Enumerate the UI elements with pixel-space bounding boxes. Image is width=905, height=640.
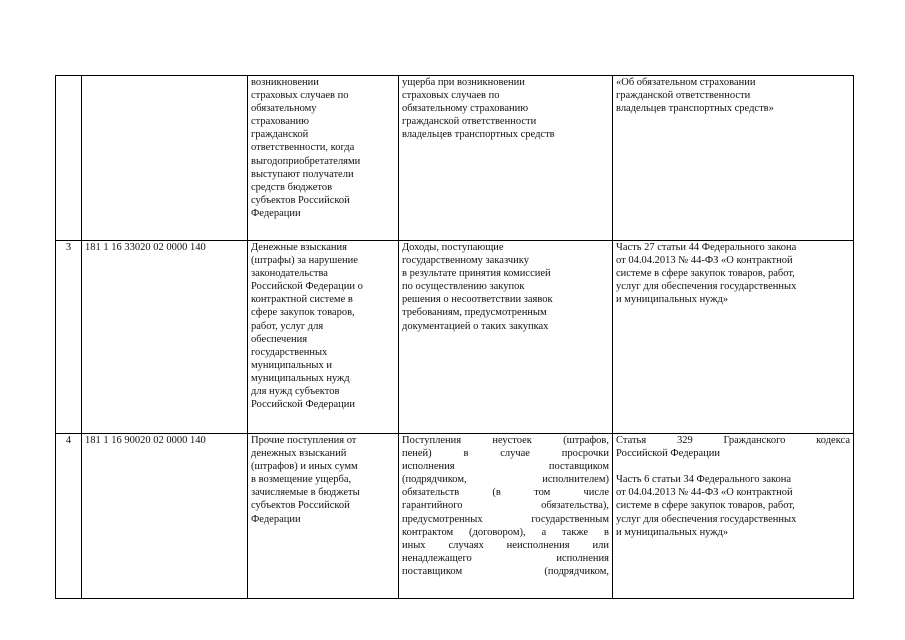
text-line: ненадлежащего исполнения: [402, 552, 609, 564]
text-line: (штрафы) за нарушение: [251, 255, 358, 267]
text-line: по осуществлению закупок: [402, 281, 525, 293]
text-line: (штрафов) и иных сумм: [251, 461, 358, 473]
description-cell: [399, 434, 613, 599]
text-line: предусмотренных государственным: [402, 513, 609, 525]
table-row: [56, 76, 854, 241]
text-line: Российской Федерации о: [251, 281, 363, 293]
legal-basis-cell: [613, 76, 854, 241]
text-line: пеней) в случае просрочки: [402, 448, 609, 460]
legal-basis-cell: [613, 241, 854, 434]
text-line: контрактом (договором), а также в: [402, 526, 609, 538]
legal-basis-cell: [613, 434, 854, 599]
text-line: гарантийного обязательства),: [402, 500, 609, 512]
text-line: в результате принятия комиссией: [402, 268, 551, 280]
text-line: в возмещение ущерба,: [251, 474, 352, 486]
text-line: страховых случаев по: [402, 90, 500, 102]
text-line: владельцев транспортных средств: [402, 129, 555, 141]
text-line: требованиям, предусмотренным: [402, 307, 547, 319]
table-row: [56, 241, 854, 434]
text-line: страхованию: [251, 116, 309, 128]
income-name-cell: [248, 241, 399, 434]
description-cell: [399, 241, 613, 434]
text-line: денежных взысканий: [251, 448, 347, 460]
text-line: Федерации: [251, 513, 301, 525]
text-line: выгодоприобретателями: [251, 155, 361, 167]
text-line: от 04.04.2013 № 44-ФЗ «О контрактной: [616, 255, 793, 267]
text-line: услуг для обеспечения государственных: [616, 513, 797, 525]
text-line: зачисляемые в бюджеты: [251, 487, 360, 499]
text-line: государственному заказчику: [402, 255, 529, 267]
text-line: Доходы, поступающие: [402, 242, 504, 253]
text-line: Поступления неустоек (штрафов,: [402, 435, 609, 446]
text-line: Статья 329 Гражданского кодекса: [616, 435, 850, 446]
text-line: документацией о таких закупках: [402, 320, 549, 332]
text-line: возникновении: [251, 77, 319, 88]
text-line: гражданской: [251, 129, 309, 141]
text-line: Федерации: [251, 207, 301, 219]
text-line: Российской Федерации: [251, 399, 355, 411]
text-line: и муниципальных нужд»: [616, 294, 729, 306]
text-line: средств бюджетов: [251, 181, 333, 193]
text-line: законодательства: [251, 268, 328, 280]
text-line: Денежные взыскания: [251, 242, 347, 253]
row-number: 4: [65, 435, 72, 446]
text-line: обеспечения: [251, 333, 308, 345]
text-line: ущерба при возникновении: [402, 77, 525, 88]
row-number: 3: [65, 242, 72, 253]
paragraph-gap: [616, 460, 850, 473]
text-line: «Об обязательном страховании: [616, 77, 756, 88]
text-line: владельцев транспортных средств»: [616, 103, 774, 115]
text-line: работ, услуг для: [251, 320, 324, 332]
text-line: Российской Федерации: [616, 448, 720, 460]
text-line: субъектов Российской: [251, 500, 350, 512]
text-line: государственных: [251, 346, 328, 358]
text-line: субъектов Российской: [251, 194, 350, 206]
text-line: исполнения поставщиком: [402, 461, 609, 473]
text-line: системе в сфере закупок товаров, работ,: [616, 268, 795, 280]
text-line: муниципальных и: [251, 359, 332, 371]
text-line: услуг для обеспечения государственных: [616, 281, 797, 293]
text-line: гражданской ответственности: [402, 116, 537, 128]
text-line: для нужд субъектов: [251, 386, 340, 398]
text-line: Прочие поступления от: [251, 435, 357, 446]
text-line: обязательному страхованию: [402, 103, 529, 115]
budget-codes-table: [55, 75, 854, 599]
text-line: от 04.04.2013 № 44-ФЗ «О контрактной: [616, 487, 793, 499]
text-line: выступают получатели: [251, 168, 354, 180]
text-line: и муниципальных нужд»: [616, 526, 729, 538]
text-line: обязательств (в том числе: [402, 487, 609, 499]
text-line: Часть 27 статьи 44 Федерального закона: [616, 242, 797, 253]
text-line: контрактной системе в: [251, 294, 353, 306]
code-cell: [82, 434, 248, 599]
text-line: решения о несоответствии заявок: [402, 294, 553, 306]
text-line: ответственности, когда: [251, 142, 355, 154]
text-line: (подрядчиком, исполнителем): [402, 474, 609, 486]
text-line: сфере закупок товаров,: [251, 307, 355, 319]
budget-code: 181 1 16 33020 02 0000 140: [85, 242, 206, 253]
text-line: системе в сфере закупок товаров, работ,: [616, 500, 795, 512]
income-name-cell: [248, 434, 399, 599]
text-line: Часть 6 статьи 34 Федерального закона: [616, 474, 792, 486]
row-number-cell: [56, 434, 82, 599]
text-line: страховых случаев по: [251, 90, 349, 102]
table-row: [56, 434, 854, 599]
income-name-cell: [248, 76, 399, 241]
code-cell: [82, 76, 248, 241]
text-line: иных случаях неисполнения или: [402, 539, 609, 551]
text-line: гражданской ответственности: [616, 90, 751, 102]
text-line: муниципальных нужд: [251, 372, 350, 384]
text-line: обязательному: [251, 103, 317, 115]
row-number-cell: [56, 241, 82, 434]
text-line: поставщиком (подрядчиком,: [402, 565, 609, 577]
description-cell: [399, 76, 613, 241]
budget-code: 181 1 16 90020 02 0000 140: [85, 435, 206, 446]
code-cell: [82, 241, 248, 434]
row-number-cell: [56, 76, 82, 241]
